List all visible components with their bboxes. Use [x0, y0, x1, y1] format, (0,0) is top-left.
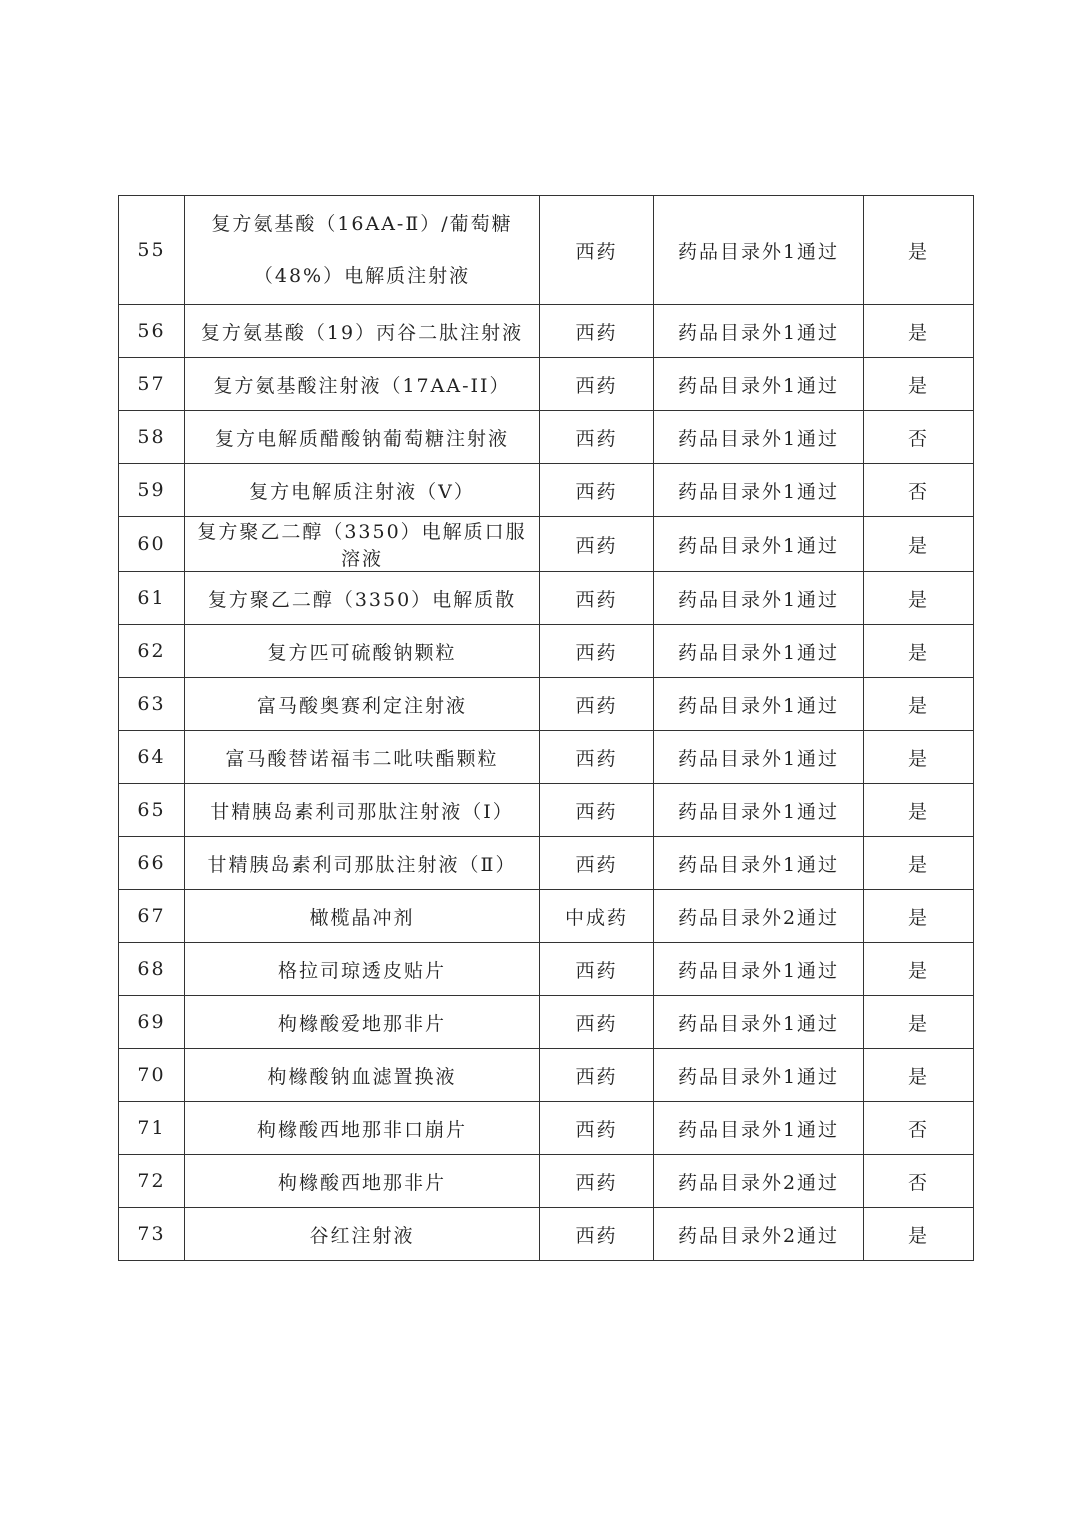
table-row — [119, 1049, 974, 1102]
review-status: 药品目录外1通过 — [654, 464, 864, 517]
review-status: 药品目录外1通过 — [654, 572, 864, 625]
flag-value: 是 — [864, 731, 974, 784]
drug-type: 西药 — [540, 731, 654, 784]
review-status: 药品目录外2通过 — [654, 1208, 864, 1261]
row-number: 63 — [119, 678, 185, 731]
table-row — [119, 625, 974, 678]
table-row — [119, 1208, 974, 1261]
drug-type: 西药 — [540, 1155, 654, 1208]
review-status: 药品目录外1通过 — [654, 517, 864, 572]
table-row — [119, 837, 974, 890]
drug-name: 复方氨基酸（16AA-Ⅱ）/葡萄糖（48%）电解质注射液 — [185, 196, 540, 305]
row-number: 70 — [119, 1049, 185, 1102]
review-status: 药品目录外1通过 — [654, 1102, 864, 1155]
row-number: 55 — [119, 196, 185, 305]
review-status: 药品目录外1通过 — [654, 411, 864, 464]
flag-value: 否 — [864, 1155, 974, 1208]
review-status: 药品目录外1通过 — [654, 784, 864, 837]
row-number: 66 — [119, 837, 185, 890]
drug-name: 甘精胰岛素利司那肽注射液（Ⅱ） — [185, 837, 540, 890]
drug-list-body — [119, 196, 974, 1261]
drug-name: 格拉司琼透皮贴片 — [185, 943, 540, 996]
flag-value: 是 — [864, 890, 974, 943]
review-status: 药品目录外1通过 — [654, 305, 864, 358]
flag-value: 否 — [864, 1102, 974, 1155]
drug-type: 西药 — [540, 305, 654, 358]
drug-name: 谷红注射液 — [185, 1208, 540, 1261]
drug-type: 西药 — [540, 1049, 654, 1102]
flag-value: 否 — [864, 411, 974, 464]
row-number: 69 — [119, 996, 185, 1049]
drug-type: 西药 — [540, 625, 654, 678]
table-row — [119, 358, 974, 411]
drug-name: 富马酸奥赛利定注射液 — [185, 678, 540, 731]
drug-type: 西药 — [540, 943, 654, 996]
row-number: 60 — [119, 517, 185, 572]
table-row — [119, 572, 974, 625]
row-number: 65 — [119, 784, 185, 837]
drug-name: 枸橼酸爱地那非片 — [185, 996, 540, 1049]
flag-value: 是 — [864, 678, 974, 731]
drug-type: 中成药 — [540, 890, 654, 943]
drug-name: 复方氨基酸（19）丙谷二肽注射液 — [185, 305, 540, 358]
review-status: 药品目录外1通过 — [654, 943, 864, 996]
table-row — [119, 784, 974, 837]
drug-name: 橄榄晶冲剂 — [185, 890, 540, 943]
drug-name: 枸橼酸西地那非片 — [185, 1155, 540, 1208]
table-row — [119, 1155, 974, 1208]
table-row — [119, 196, 974, 305]
flag-value: 是 — [864, 305, 974, 358]
flag-value: 否 — [864, 464, 974, 517]
drug-name: 枸橼酸西地那非口崩片 — [185, 1102, 540, 1155]
flag-value: 是 — [864, 943, 974, 996]
review-status: 药品目录外1通过 — [654, 358, 864, 411]
flag-value: 是 — [864, 196, 974, 305]
table-row — [119, 890, 974, 943]
drug-name: 复方聚乙二醇（3350）电解质口服溶液 — [185, 517, 540, 572]
row-number: 61 — [119, 572, 185, 625]
review-status: 药品目录外1通过 — [654, 731, 864, 784]
drug-type: 西药 — [540, 1208, 654, 1261]
flag-value: 是 — [864, 517, 974, 572]
drug-type: 西药 — [540, 996, 654, 1049]
drug-name: 复方氨基酸注射液（17AA-II） — [185, 358, 540, 411]
table-row — [119, 1102, 974, 1155]
flag-value: 是 — [864, 1208, 974, 1261]
drug-type: 西药 — [540, 784, 654, 837]
drug-type: 西药 — [540, 411, 654, 464]
drug-type: 西药 — [540, 196, 654, 305]
row-number: 64 — [119, 731, 185, 784]
row-number: 73 — [119, 1208, 185, 1261]
table-row — [119, 305, 974, 358]
drug-type: 西药 — [540, 464, 654, 517]
row-number: 58 — [119, 411, 185, 464]
drug-name: 复方匹可硫酸钠颗粒 — [185, 625, 540, 678]
flag-value: 是 — [864, 358, 974, 411]
table-row — [119, 464, 974, 517]
table-row — [119, 678, 974, 731]
drug-type: 西药 — [540, 572, 654, 625]
review-status: 药品目录外1通过 — [654, 196, 864, 305]
drug-name: 枸橼酸钠血滤置换液 — [185, 1049, 540, 1102]
review-status: 药品目录外1通过 — [654, 1049, 864, 1102]
table-row — [119, 517, 974, 572]
drug-type: 西药 — [540, 1102, 654, 1155]
flag-value: 是 — [864, 996, 974, 1049]
drug-type: 西药 — [540, 837, 654, 890]
row-number: 67 — [119, 890, 185, 943]
review-status: 药品目录外1通过 — [654, 678, 864, 731]
flag-value: 是 — [864, 1049, 974, 1102]
table-row — [119, 996, 974, 1049]
row-number: 57 — [119, 358, 185, 411]
drug-name: 复方聚乙二醇（3350）电解质散 — [185, 572, 540, 625]
drug-name: 复方电解质注射液（V） — [185, 464, 540, 517]
drug-type: 西药 — [540, 517, 654, 572]
row-number: 71 — [119, 1102, 185, 1155]
review-status: 药品目录外2通过 — [654, 1155, 864, 1208]
row-number: 72 — [119, 1155, 185, 1208]
drug-type: 西药 — [540, 358, 654, 411]
row-number: 59 — [119, 464, 185, 517]
row-number: 56 — [119, 305, 185, 358]
drug-name: 甘精胰岛素利司那肽注射液（Ⅰ） — [185, 784, 540, 837]
drug-type: 西药 — [540, 678, 654, 731]
flag-value: 是 — [864, 784, 974, 837]
table-row — [119, 411, 974, 464]
row-number: 68 — [119, 943, 185, 996]
review-status: 药品目录外1通过 — [654, 837, 864, 890]
flag-value: 是 — [864, 572, 974, 625]
review-status: 药品目录外1通过 — [654, 996, 864, 1049]
flag-value: 是 — [864, 837, 974, 890]
drug-list-table — [118, 195, 974, 1261]
review-status: 药品目录外2通过 — [654, 890, 864, 943]
flag-value: 是 — [864, 625, 974, 678]
table-row — [119, 731, 974, 784]
drug-name: 富马酸替诺福韦二吡呋酯颗粒 — [185, 731, 540, 784]
row-number: 62 — [119, 625, 185, 678]
review-status: 药品目录外1通过 — [654, 625, 864, 678]
drug-name: 复方电解质醋酸钠葡萄糖注射液 — [185, 411, 540, 464]
table-row — [119, 943, 974, 996]
